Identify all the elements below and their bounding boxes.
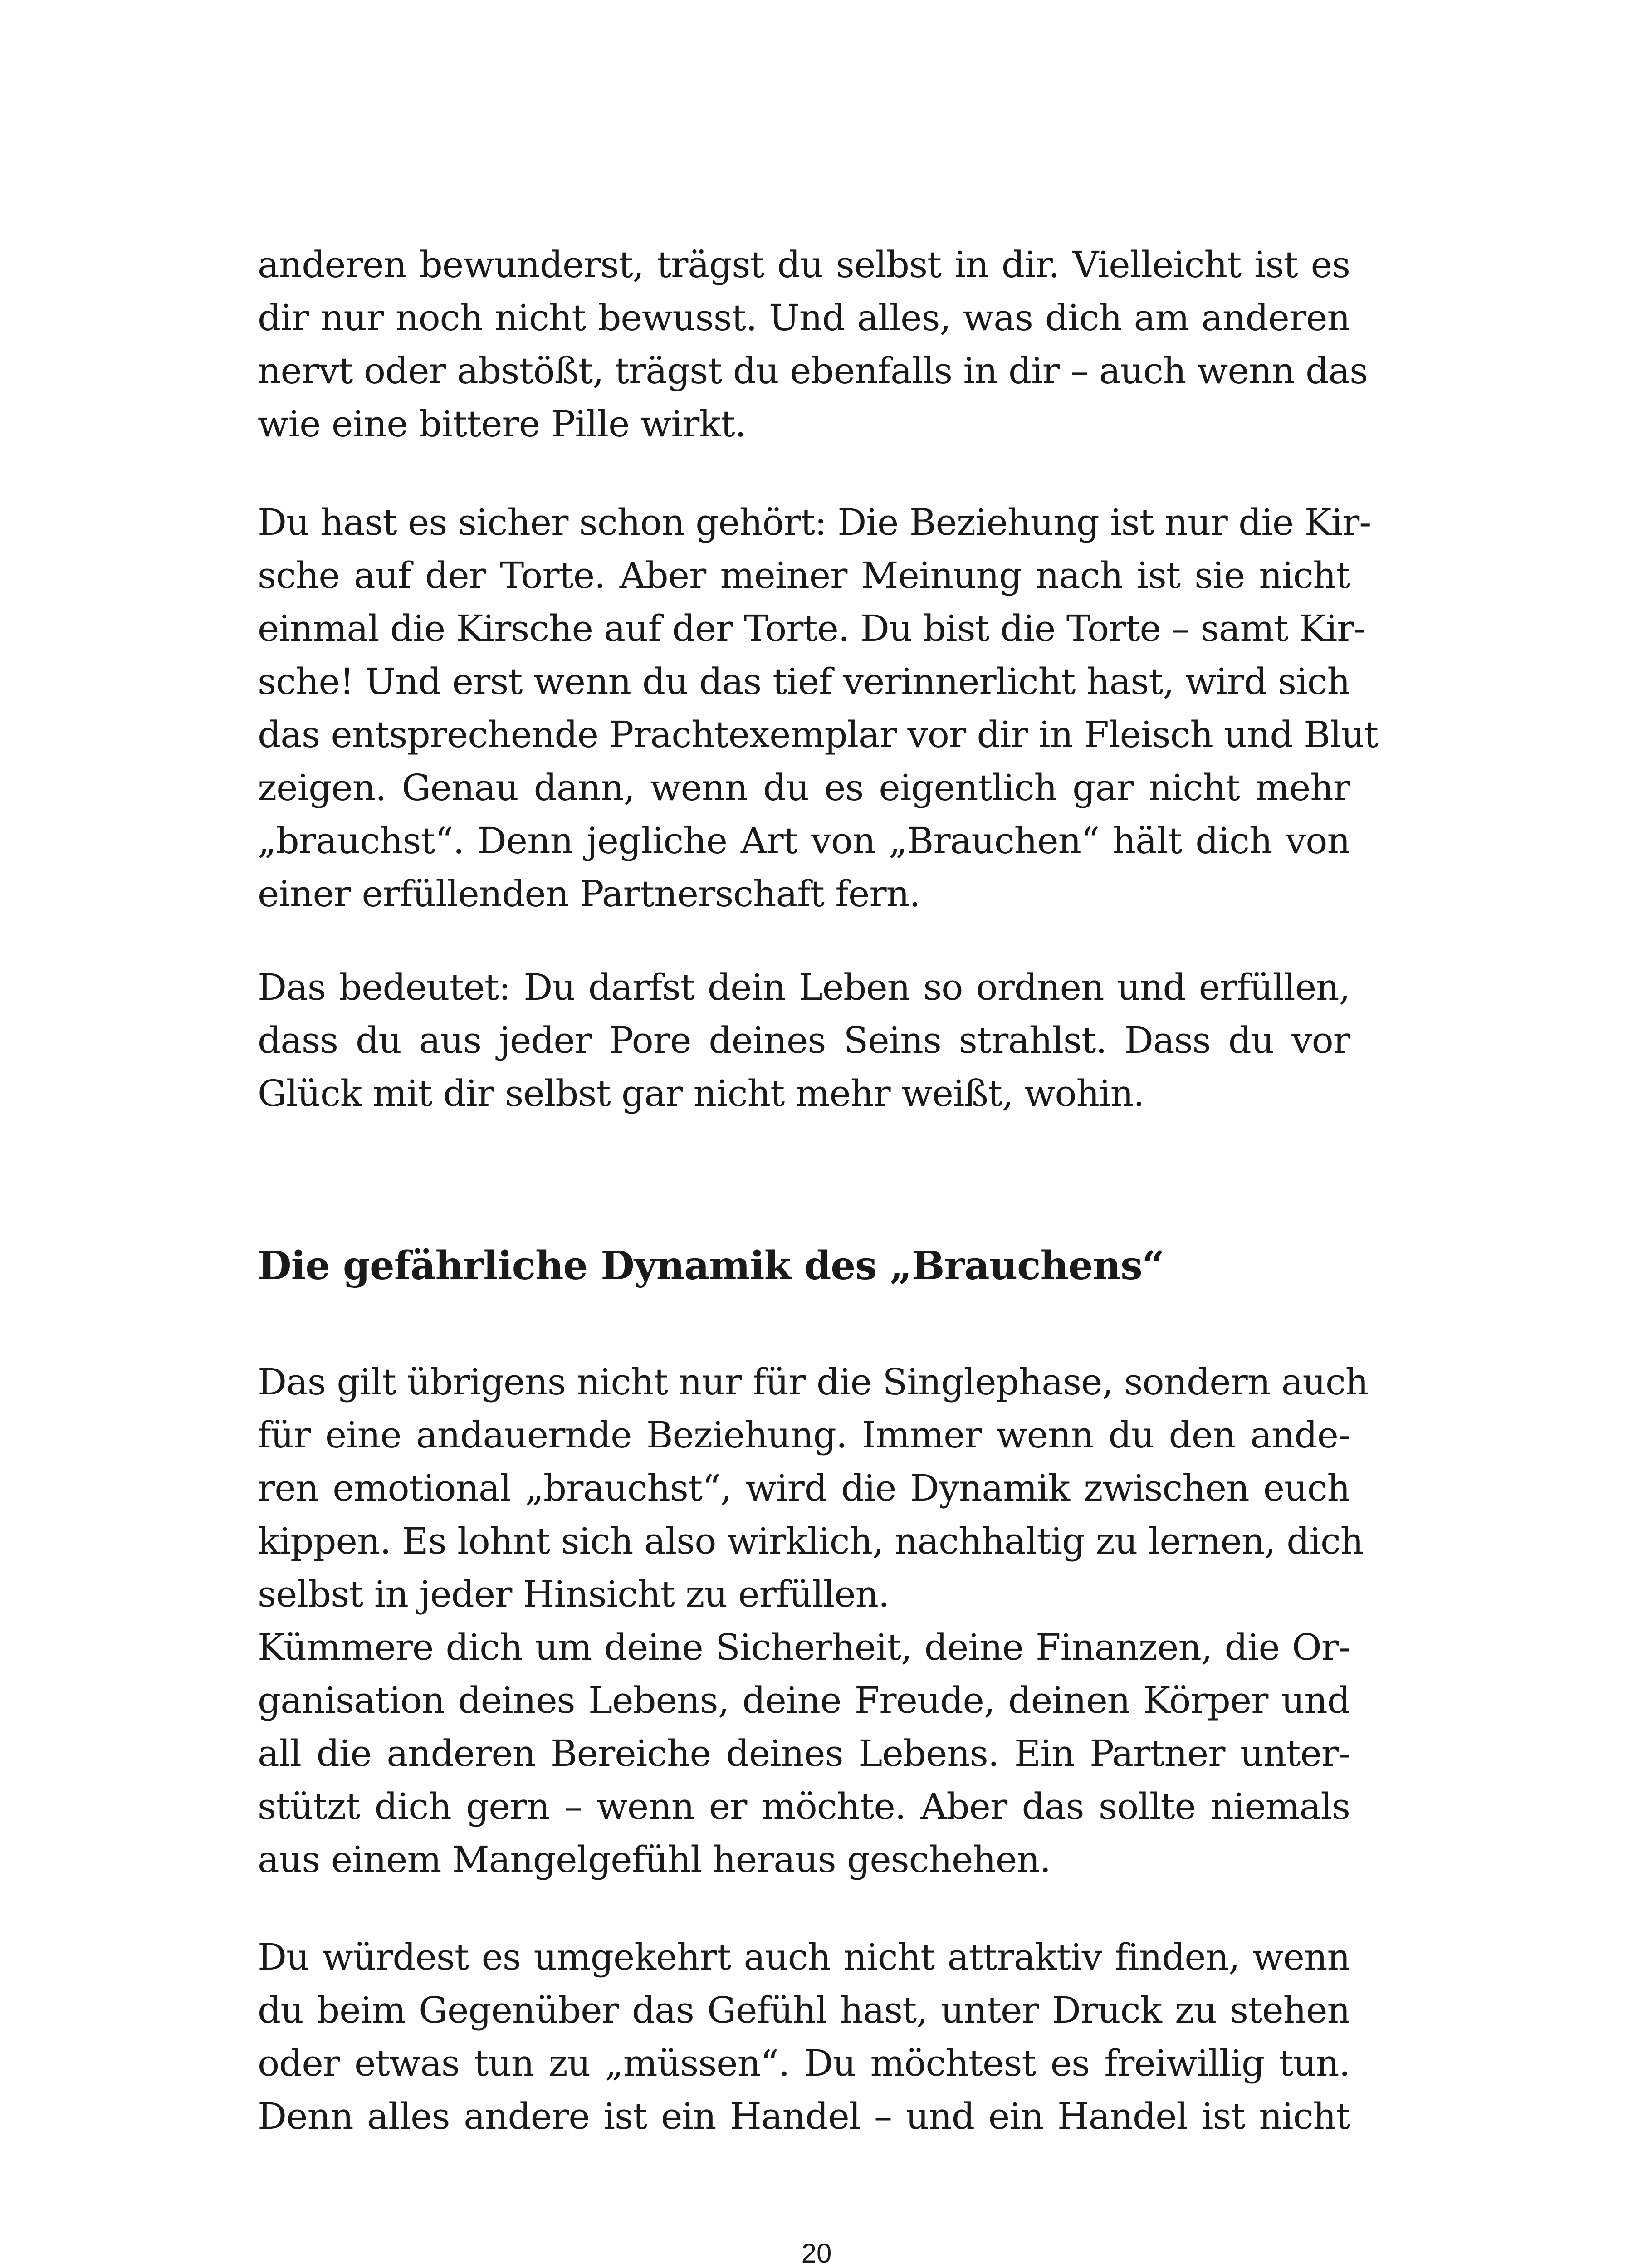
paragraph-line: selbst in jeder Hinsicht zu erfüllen. [258, 1573, 890, 1615]
paragraph-line: kippen. Es lohnt sich also wirklich, nachhaltig zu lernen, dich [258, 1520, 1364, 1562]
paragraph-line: Denn alles andere ist ein Handel – und ein Handel ist nicht [258, 2095, 1350, 2137]
paragraph-line: stützt dich gern – wenn er möchte. Aber das sollte niemals [258, 1785, 1350, 1828]
page-number: 20 [801, 2238, 832, 2268]
paragraph-line: dass du aus jeder Pore deines Seins strahlst. Dass du vor [258, 1019, 1350, 1061]
paragraph-line: zeigen. Genau dann, wenn du es eigentlich gar nicht mehr [258, 767, 1350, 809]
paragraph-line: sche auf der Torte. Aber meiner Meinung nach ist sie nicht [258, 554, 1350, 596]
paragraph-line: wie eine bittere Pille wirkt. [258, 403, 746, 445]
paragraph-6 [258, 1931, 1350, 2143]
paragraph-line: ren emotional „brauchst“, wird die Dynamik zwischen euch [258, 1467, 1350, 1509]
paragraph-line: du beim Gegenüber das Gefühl hast, unter Druck zu stehen [258, 1989, 1350, 2031]
paragraph-line: all die anderen Bereiche deines Lebens. Ein Partner unter- [258, 1732, 1350, 1774]
paragraph-line: Du würdest es umgekehrt auch nicht attraktiv finden, wenn [258, 1936, 1350, 1978]
paragraph-2 [258, 496, 1379, 920]
paragraph-line: das entsprechende Prachtexemplar vor dir in Fleisch und Blut [258, 714, 1379, 756]
paragraph-line: einer erfüllenden Partnerschaft fern. [258, 873, 920, 915]
paragraph-3 [258, 961, 1350, 1120]
paragraph-line: dir nur noch nicht bewusst. Und alles, was dich am anderen [258, 297, 1350, 339]
paragraph-line: „brauchst“. Denn jegliche Art von „Brauchen“ hält dich von [258, 820, 1350, 862]
paragraph-line: Das bedeutet: Du darfst dein Leben so ordnen und erfüllen, [258, 966, 1350, 1008]
paragraph-line: sche! Und erst wenn du das tief verinnerlicht hast, wird sich [258, 660, 1350, 703]
paragraph-4 [258, 1355, 1369, 1621]
paragraph-line: Kümmere dich um deine Sicherheit, deine Finanzen, die Or- [258, 1626, 1350, 1668]
paragraph-line: oder etwas tun zu „müssen“. Du möchtest es freiwillig tun. [258, 2042, 1350, 2084]
paragraph-1 [258, 238, 1368, 450]
paragraph-line: für eine andauernde Beziehung. Immer wenn du den ande- [258, 1414, 1350, 1456]
paragraph-line: nervt oder abstößt, trägst du ebenfalls in dir – auch wenn das [258, 350, 1368, 392]
paragraph-5 [258, 1621, 1350, 1886]
paragraph-line: Glück mit dir selbst gar nicht mehr weißt, wohin. [258, 1072, 1144, 1114]
paragraph-line: ganisation deines Lebens, deine Freude, deinen Körper und [258, 1679, 1350, 1721]
section-heading: Die gefährliche Dynamik des „Brauchens“ [258, 1243, 1164, 1289]
paragraph-line: anderen bewunderst, trägst du selbst in dir. Vielleicht ist es [258, 244, 1350, 286]
paragraph-line: einmal die Kirsche auf der Torte. Du bist die Torte – samt Kir- [258, 607, 1366, 650]
paragraph-line: aus einem Mangelgefühl heraus geschehen. [258, 1838, 1051, 1881]
paragraph-line: Das gilt übrigens nicht nur für die Singlephase, sondern auch [258, 1361, 1369, 1403]
paragraph-line: Du hast es sicher schon gehört: Die Beziehung ist nur die Kir- [258, 501, 1371, 543]
